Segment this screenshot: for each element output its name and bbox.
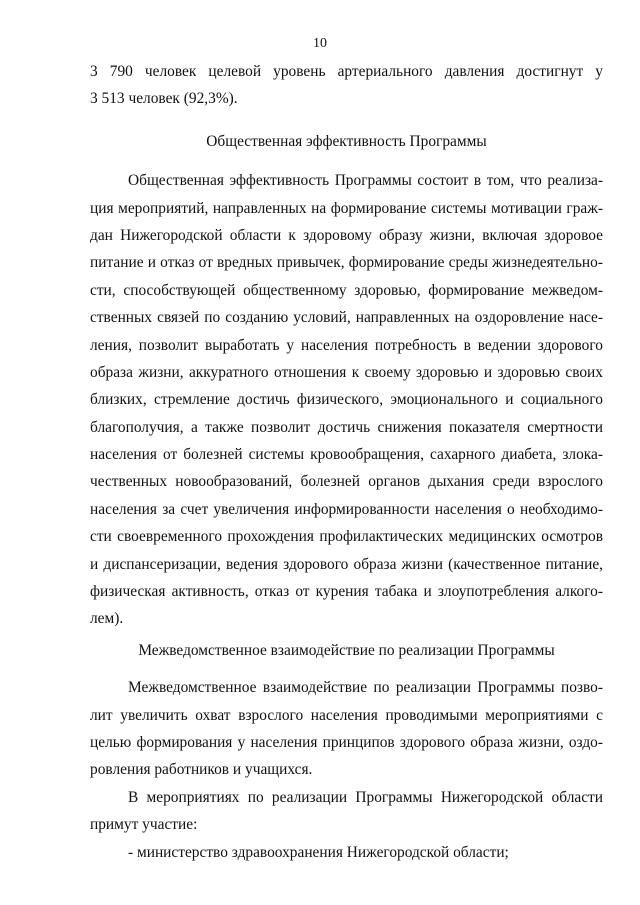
document-body [90,58,603,866]
page-number: 10 [313,36,327,51]
intro-line: 3 513 человек (92,3%). [90,90,238,108]
section-heading-interagency: Межведомственное взаимодействие по реализации Программы [138,641,555,659]
paragraph-line: лит увеличить охват взрослого населения проводимыми мероприятиями с [90,706,603,724]
paragraph-line: образа жизни, аккуратного отношения к своему здоровью и здоровью своих [90,363,603,381]
intro-line: 3 790 человек целевой уровень артериального давления достигнут у [90,63,603,80]
paragraph-line: примут участие: [90,816,198,834]
paragraph-line: физическая активность, отказ от курения табака и злоупотребления алкого- [90,583,603,601]
paragraph-line: близких, стремление достичь физического, эмоционального и социального [90,391,603,409]
paragraph-line: сти своевременного прохождения профилактических медицинских осмотров [90,528,603,546]
paragraph-line: целью формирования у населения принципов здорового образа жизни, оздо- [90,733,603,751]
paragraph-line: ления, позволит выработать у населения потребность в ведении здорового [90,336,603,354]
paragraph-public-efficiency [90,167,603,633]
paragraph-line: питание и отказ от вредных привычек, формирование среды жизнедеятельно- [90,254,603,272]
paragraph-line: населения за счет увеличения информированности населения о необходимо- [90,500,603,518]
paragraph-line: В мероприятиях по реализации Программы Нижегородской области [128,788,603,806]
paragraph-line: дан Нижегородской области к здоровому образу жизни, включая здоровое [90,226,603,244]
list-item: - министерство здравоохранения Нижегородской области; [128,843,509,861]
paragraph-line: сти, способствующей общественному здоровью, формирование межведом- [90,281,603,299]
paragraph-line: Межведомственное взаимодействие по реализации Программы позво- [128,679,603,697]
paragraph-line: лем). [90,610,124,628]
paragraph-line: Общественная эффективность Программы состоит в том, что реализа- [128,172,603,190]
paragraph-line: ственных связей по созданию условий, направленных на оздоровление насе- [90,309,603,327]
paragraph-line: ровления работников и учащихся. [90,761,313,779]
paragraph-line: населения от болезней системы кровообращения, сахарного диабета, злока- [90,446,603,464]
paragraph-line: чественных новообразований, болезней органов дыхания среди взрослого [90,473,603,491]
paragraph-line: ция мероприятий, направленных на формирование системы мотивации граж- [90,199,603,217]
paragraph-line: благополучия, а также позволит достичь снижения показателя смертности [90,418,603,436]
paragraph-participants [90,784,603,839]
paragraph-interagency [90,674,603,784]
paragraph-line: и диспансеризации, ведения здорового образа жизни (качественное питание, [90,555,603,573]
section-heading-public-efficiency: Общественная эффективность Программы [206,132,487,150]
